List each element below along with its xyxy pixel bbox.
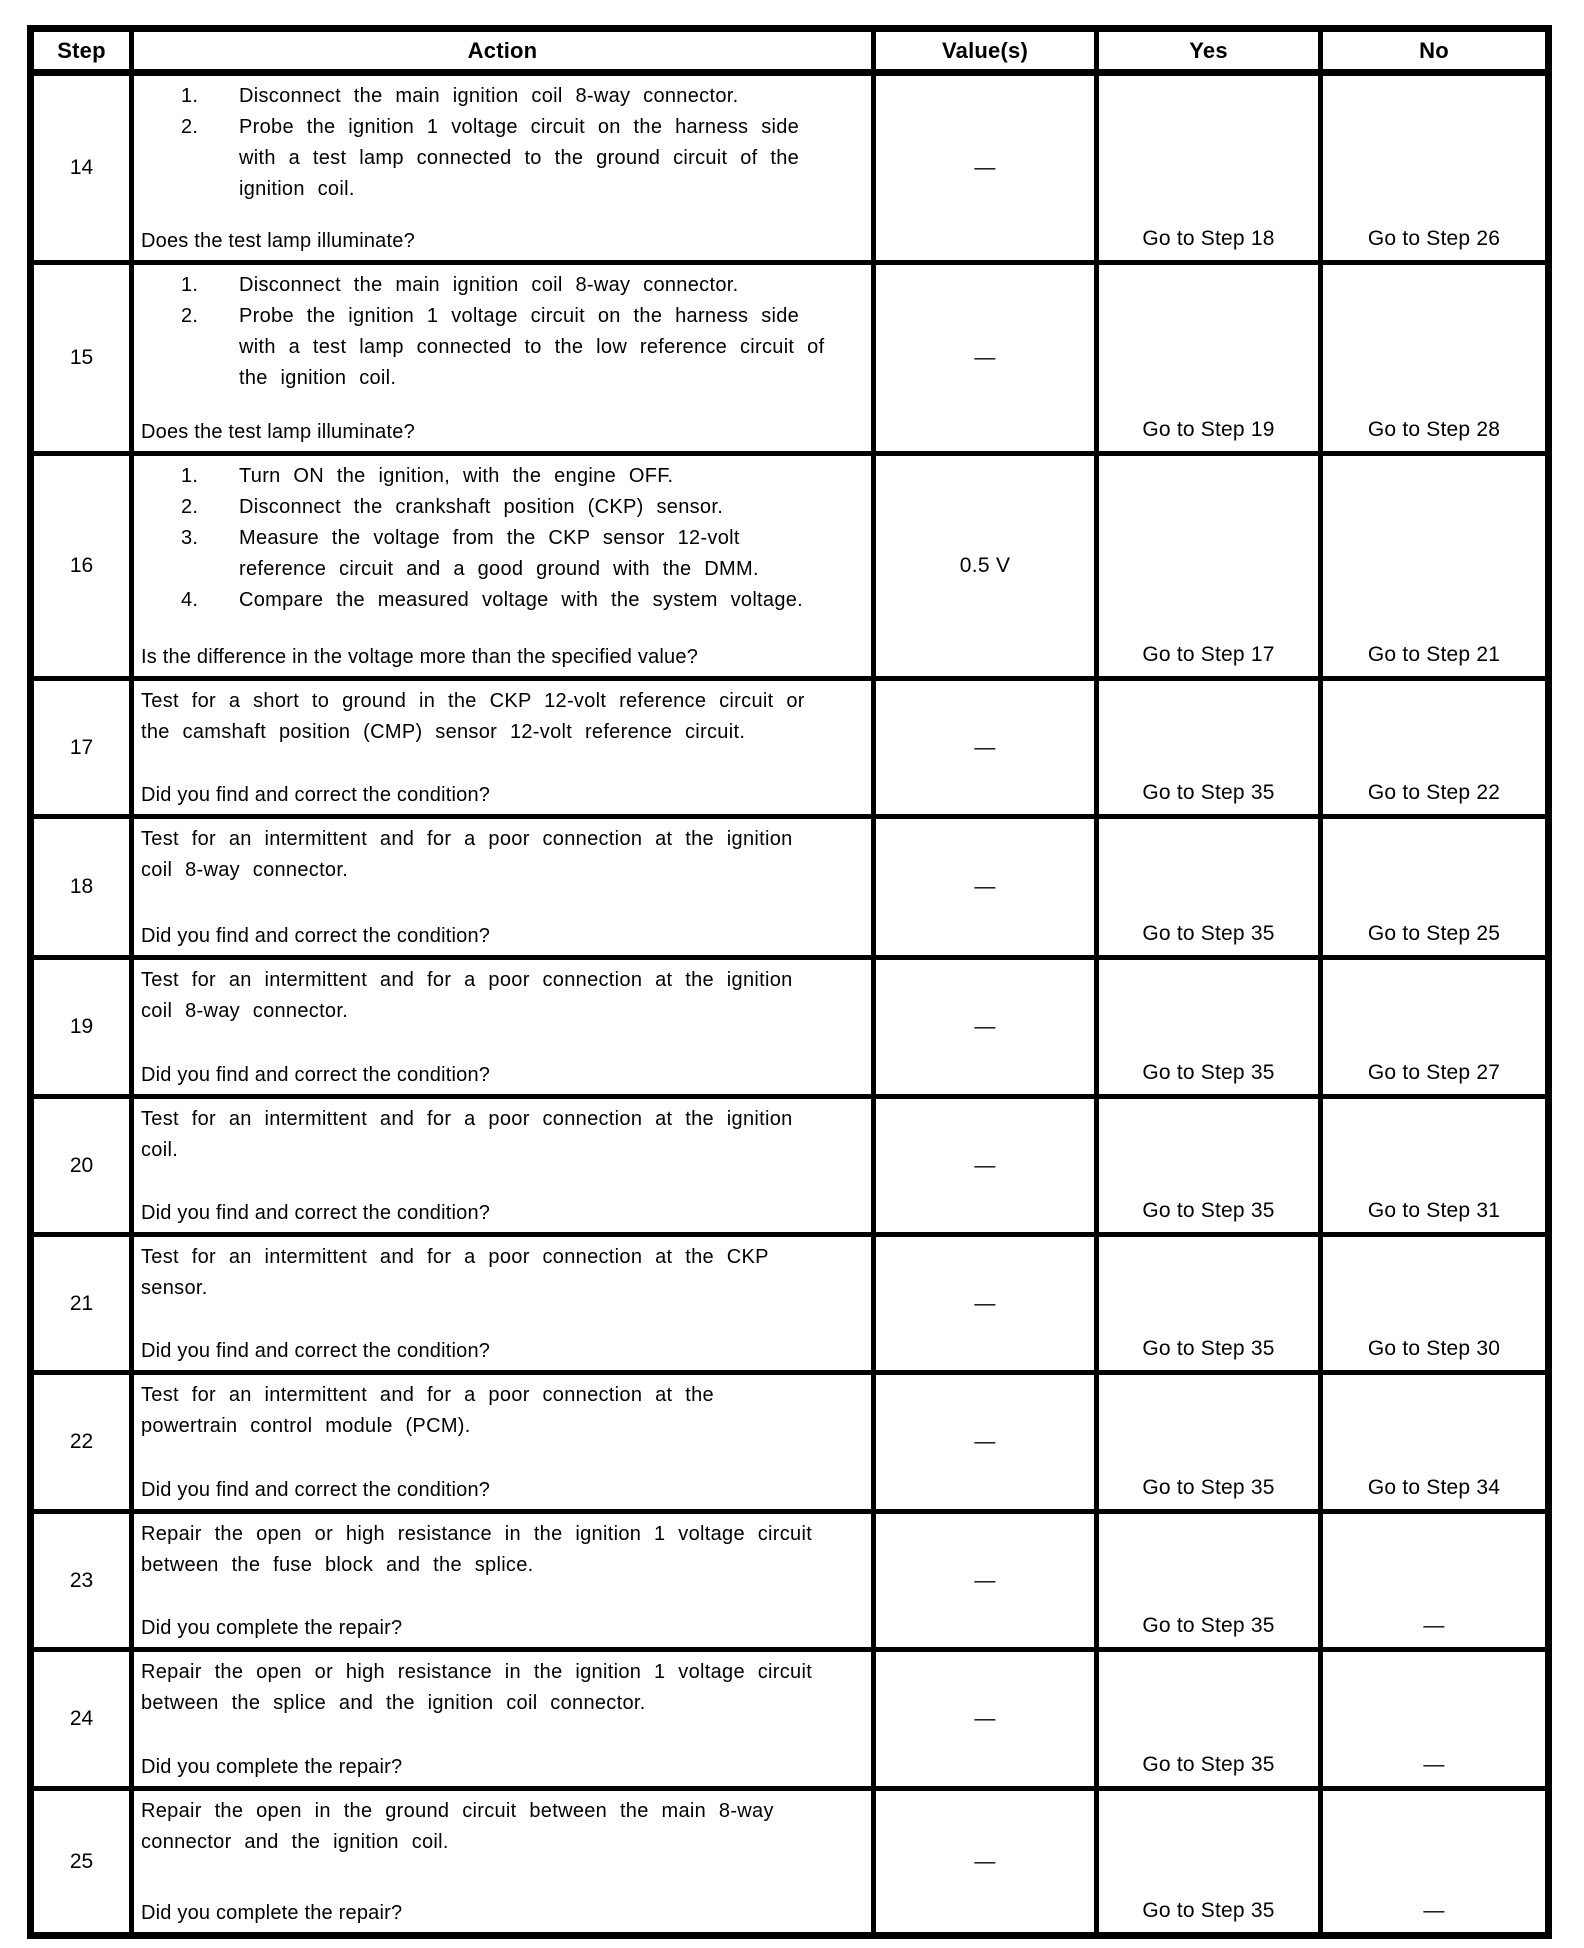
yes-cell: Go to Step 35 [1097, 1235, 1321, 1373]
action-text [141, 1242, 867, 1304]
step-cell: 25 [31, 1789, 132, 1936]
action-text [141, 1657, 867, 1719]
yes-cell: Go to Step 18 [1097, 73, 1321, 263]
step-cell: 19 [31, 958, 132, 1097]
action-cell [132, 817, 874, 958]
no-cell: — [1321, 1789, 1549, 1936]
yes-cell: Go to Step 17 [1097, 454, 1321, 679]
action-cell [132, 1650, 874, 1789]
table-row [31, 679, 1549, 817]
list-item [141, 301, 867, 394]
text-line: between the splice and the ignition coil connector. [141, 1692, 646, 1714]
list-item-number: 2. [181, 305, 199, 327]
action-question: Does the test lamp illuminate? [141, 230, 415, 252]
text-line: Disconnect the main ignition coil 8-way connector. [239, 85, 739, 107]
list-item-text [239, 492, 867, 523]
header-values: Value(s) [874, 29, 1097, 73]
text-line: the camshaft position (CMP) sensor 12-volt reference circuit. [141, 721, 746, 743]
action-question: Did you find and correct the condition? [141, 1202, 491, 1224]
action-list [141, 461, 867, 616]
value-cell: — [874, 1097, 1097, 1235]
yes-cell: Go to Step 35 [1097, 958, 1321, 1097]
list-item [141, 81, 867, 112]
table-row [31, 817, 1549, 958]
list-item-text [239, 112, 867, 205]
text-line: Probe the ignition 1 voltage circuit on the harness side [239, 116, 800, 138]
action-list [141, 81, 867, 205]
list-item-text [239, 81, 867, 112]
yes-cell: Go to Step 35 [1097, 679, 1321, 817]
text-line: Disconnect the main ignition coil 8-way connector. [239, 274, 739, 296]
yes-cell: Go to Step 35 [1097, 817, 1321, 958]
no-cell: Go to Step 22 [1321, 679, 1549, 817]
action-cell [132, 1373, 874, 1512]
list-item-number: 4. [181, 589, 199, 611]
text-line: Test for a short to ground in the CKP 12-volt reference circuit or [141, 690, 805, 712]
action-question: Did you find and correct the condition? [141, 1340, 491, 1362]
text-line: Disconnect the crankshaft position (CKP) sensor. [239, 496, 724, 518]
list-item [141, 270, 867, 301]
no-cell: Go to Step 21 [1321, 454, 1549, 679]
text-line: Compare the measured voltage with the system voltage. [239, 589, 804, 611]
table-row [31, 454, 1549, 679]
yes-cell: Go to Step 35 [1097, 1512, 1321, 1650]
text-line: Turn ON the ignition, with the engine OFF. [239, 465, 674, 487]
no-cell: Go to Step 26 [1321, 73, 1549, 263]
text-line: Probe the ignition 1 voltage circuit on the harness side [239, 305, 800, 327]
list-item-text [239, 523, 867, 585]
value-cell: — [874, 263, 1097, 454]
action-text [141, 824, 867, 886]
action-text [141, 1380, 867, 1442]
action-question: Is the difference in the voltage more than the specified value? [141, 646, 699, 668]
list-item-number: 2. [181, 496, 199, 518]
action-question: Did you find and correct the condition? [141, 784, 491, 806]
value-cell: — [874, 73, 1097, 263]
value-cell: — [874, 1650, 1097, 1789]
value-cell: — [874, 958, 1097, 1097]
diagnostic-table [27, 25, 1552, 1939]
table-row [31, 1650, 1549, 1789]
action-question: Did you complete the repair? [141, 1617, 403, 1639]
list-item [141, 585, 867, 616]
text-line: ignition coil. [239, 178, 355, 200]
no-cell: Go to Step 31 [1321, 1097, 1549, 1235]
table-row [31, 1373, 1549, 1512]
no-cell: Go to Step 27 [1321, 958, 1549, 1097]
table-row [31, 263, 1549, 454]
yes-cell: Go to Step 35 [1097, 1097, 1321, 1235]
text-line: Test for an intermittent and for a poor connection at the ignition [141, 828, 793, 850]
action-question: Did you find and correct the condition? [141, 1064, 491, 1086]
text-line: Repair the open or high resistance in the ignition 1 voltage circuit [141, 1523, 813, 1545]
table-row [31, 1235, 1549, 1373]
text-line: connector and the ignition coil. [141, 1831, 449, 1853]
header-action: Action [132, 29, 874, 73]
step-cell: 23 [31, 1512, 132, 1650]
action-cell [132, 454, 874, 679]
table-row [31, 958, 1549, 1097]
list-item [141, 461, 867, 492]
text-line: Test for an intermittent and for a poor connection at the ignition [141, 969, 793, 991]
text-line: powertrain control module (PCM). [141, 1415, 471, 1437]
action-text [141, 965, 867, 1027]
list-item-number: 1. [181, 465, 199, 487]
step-cell: 17 [31, 679, 132, 817]
value-cell: — [874, 679, 1097, 817]
step-cell: 14 [31, 73, 132, 263]
yes-cell: Go to Step 35 [1097, 1373, 1321, 1512]
text-line: Repair the open in the ground circuit between the main 8-way [141, 1800, 774, 1822]
yes-cell: Go to Step 35 [1097, 1650, 1321, 1789]
yes-cell: Go to Step 35 [1097, 1789, 1321, 1936]
list-item [141, 492, 867, 523]
text-line: coil 8-way connector. [141, 859, 349, 881]
header-row [31, 29, 1549, 73]
step-cell: 16 [31, 454, 132, 679]
header-no: No [1321, 29, 1549, 73]
list-item-number: 1. [181, 274, 199, 296]
list-item-text [239, 585, 867, 616]
list-item-number: 2. [181, 116, 199, 138]
step-cell: 21 [31, 1235, 132, 1373]
action-question: Does the test lamp illuminate? [141, 421, 415, 443]
action-list [141, 270, 867, 394]
list-item [141, 523, 867, 585]
text-line: with a test lamp connected to the low reference circuit of [239, 336, 825, 358]
no-cell: Go to Step 30 [1321, 1235, 1549, 1373]
list-item [141, 112, 867, 205]
step-cell: 15 [31, 263, 132, 454]
action-cell [132, 1235, 874, 1373]
action-cell [132, 958, 874, 1097]
text-line: reference circuit and a good ground with the DMM. [239, 558, 759, 580]
list-item-text [239, 270, 867, 301]
action-question: Did you find and correct the condition? [141, 925, 491, 947]
action-text [141, 1519, 867, 1581]
action-text [141, 1104, 867, 1166]
value-cell: — [874, 1512, 1097, 1650]
list-item-number: 1. [181, 85, 199, 107]
table-row [31, 73, 1549, 263]
action-text [141, 686, 867, 748]
action-cell [132, 679, 874, 817]
text-line: Test for an intermittent and for a poor connection at the CKP [141, 1246, 769, 1268]
action-cell [132, 263, 874, 454]
action-text [141, 1796, 867, 1858]
header-step: Step [31, 29, 132, 73]
text-line: between the fuse block and the splice. [141, 1554, 534, 1576]
text-line: Measure the voltage from the CKP sensor 12-volt [239, 527, 740, 549]
list-item-text [239, 301, 867, 394]
text-line: Test for an intermittent and for a poor connection at the [141, 1384, 714, 1406]
step-cell: 24 [31, 1650, 132, 1789]
no-cell: — [1321, 1512, 1549, 1650]
list-item-text [239, 461, 867, 492]
no-cell: Go to Step 28 [1321, 263, 1549, 454]
yes-cell: Go to Step 19 [1097, 263, 1321, 454]
action-cell [132, 1789, 874, 1936]
value-cell: — [874, 1373, 1097, 1512]
text-line: the ignition coil. [239, 367, 397, 389]
step-cell: 20 [31, 1097, 132, 1235]
text-line: with a test lamp connected to the ground circuit of the [239, 147, 800, 169]
table-row [31, 1097, 1549, 1235]
list-item-number: 3. [181, 527, 199, 549]
step-cell: 22 [31, 1373, 132, 1512]
action-cell [132, 1097, 874, 1235]
value-cell: — [874, 1789, 1097, 1936]
text-line: Test for an intermittent and for a poor connection at the ignition [141, 1108, 793, 1130]
step-cell: 18 [31, 817, 132, 958]
text-line: Repair the open or high resistance in the ignition 1 voltage circuit [141, 1661, 813, 1683]
text-line: coil 8-way connector. [141, 1000, 349, 1022]
action-cell [132, 73, 874, 263]
action-cell [132, 1512, 874, 1650]
no-cell: — [1321, 1650, 1549, 1789]
value-cell: 0.5 V [874, 454, 1097, 679]
no-cell: Go to Step 25 [1321, 817, 1549, 958]
action-question: Did you find and correct the condition? [141, 1479, 491, 1501]
header-yes: Yes [1097, 29, 1321, 73]
action-question: Did you complete the repair? [141, 1902, 403, 1924]
value-cell: — [874, 817, 1097, 958]
no-cell: Go to Step 34 [1321, 1373, 1549, 1512]
value-cell: — [874, 1235, 1097, 1373]
text-line: coil. [141, 1139, 179, 1161]
text-line: sensor. [141, 1277, 208, 1299]
table-row [31, 1512, 1549, 1650]
action-question: Did you complete the repair? [141, 1756, 403, 1778]
table-row [31, 1789, 1549, 1936]
